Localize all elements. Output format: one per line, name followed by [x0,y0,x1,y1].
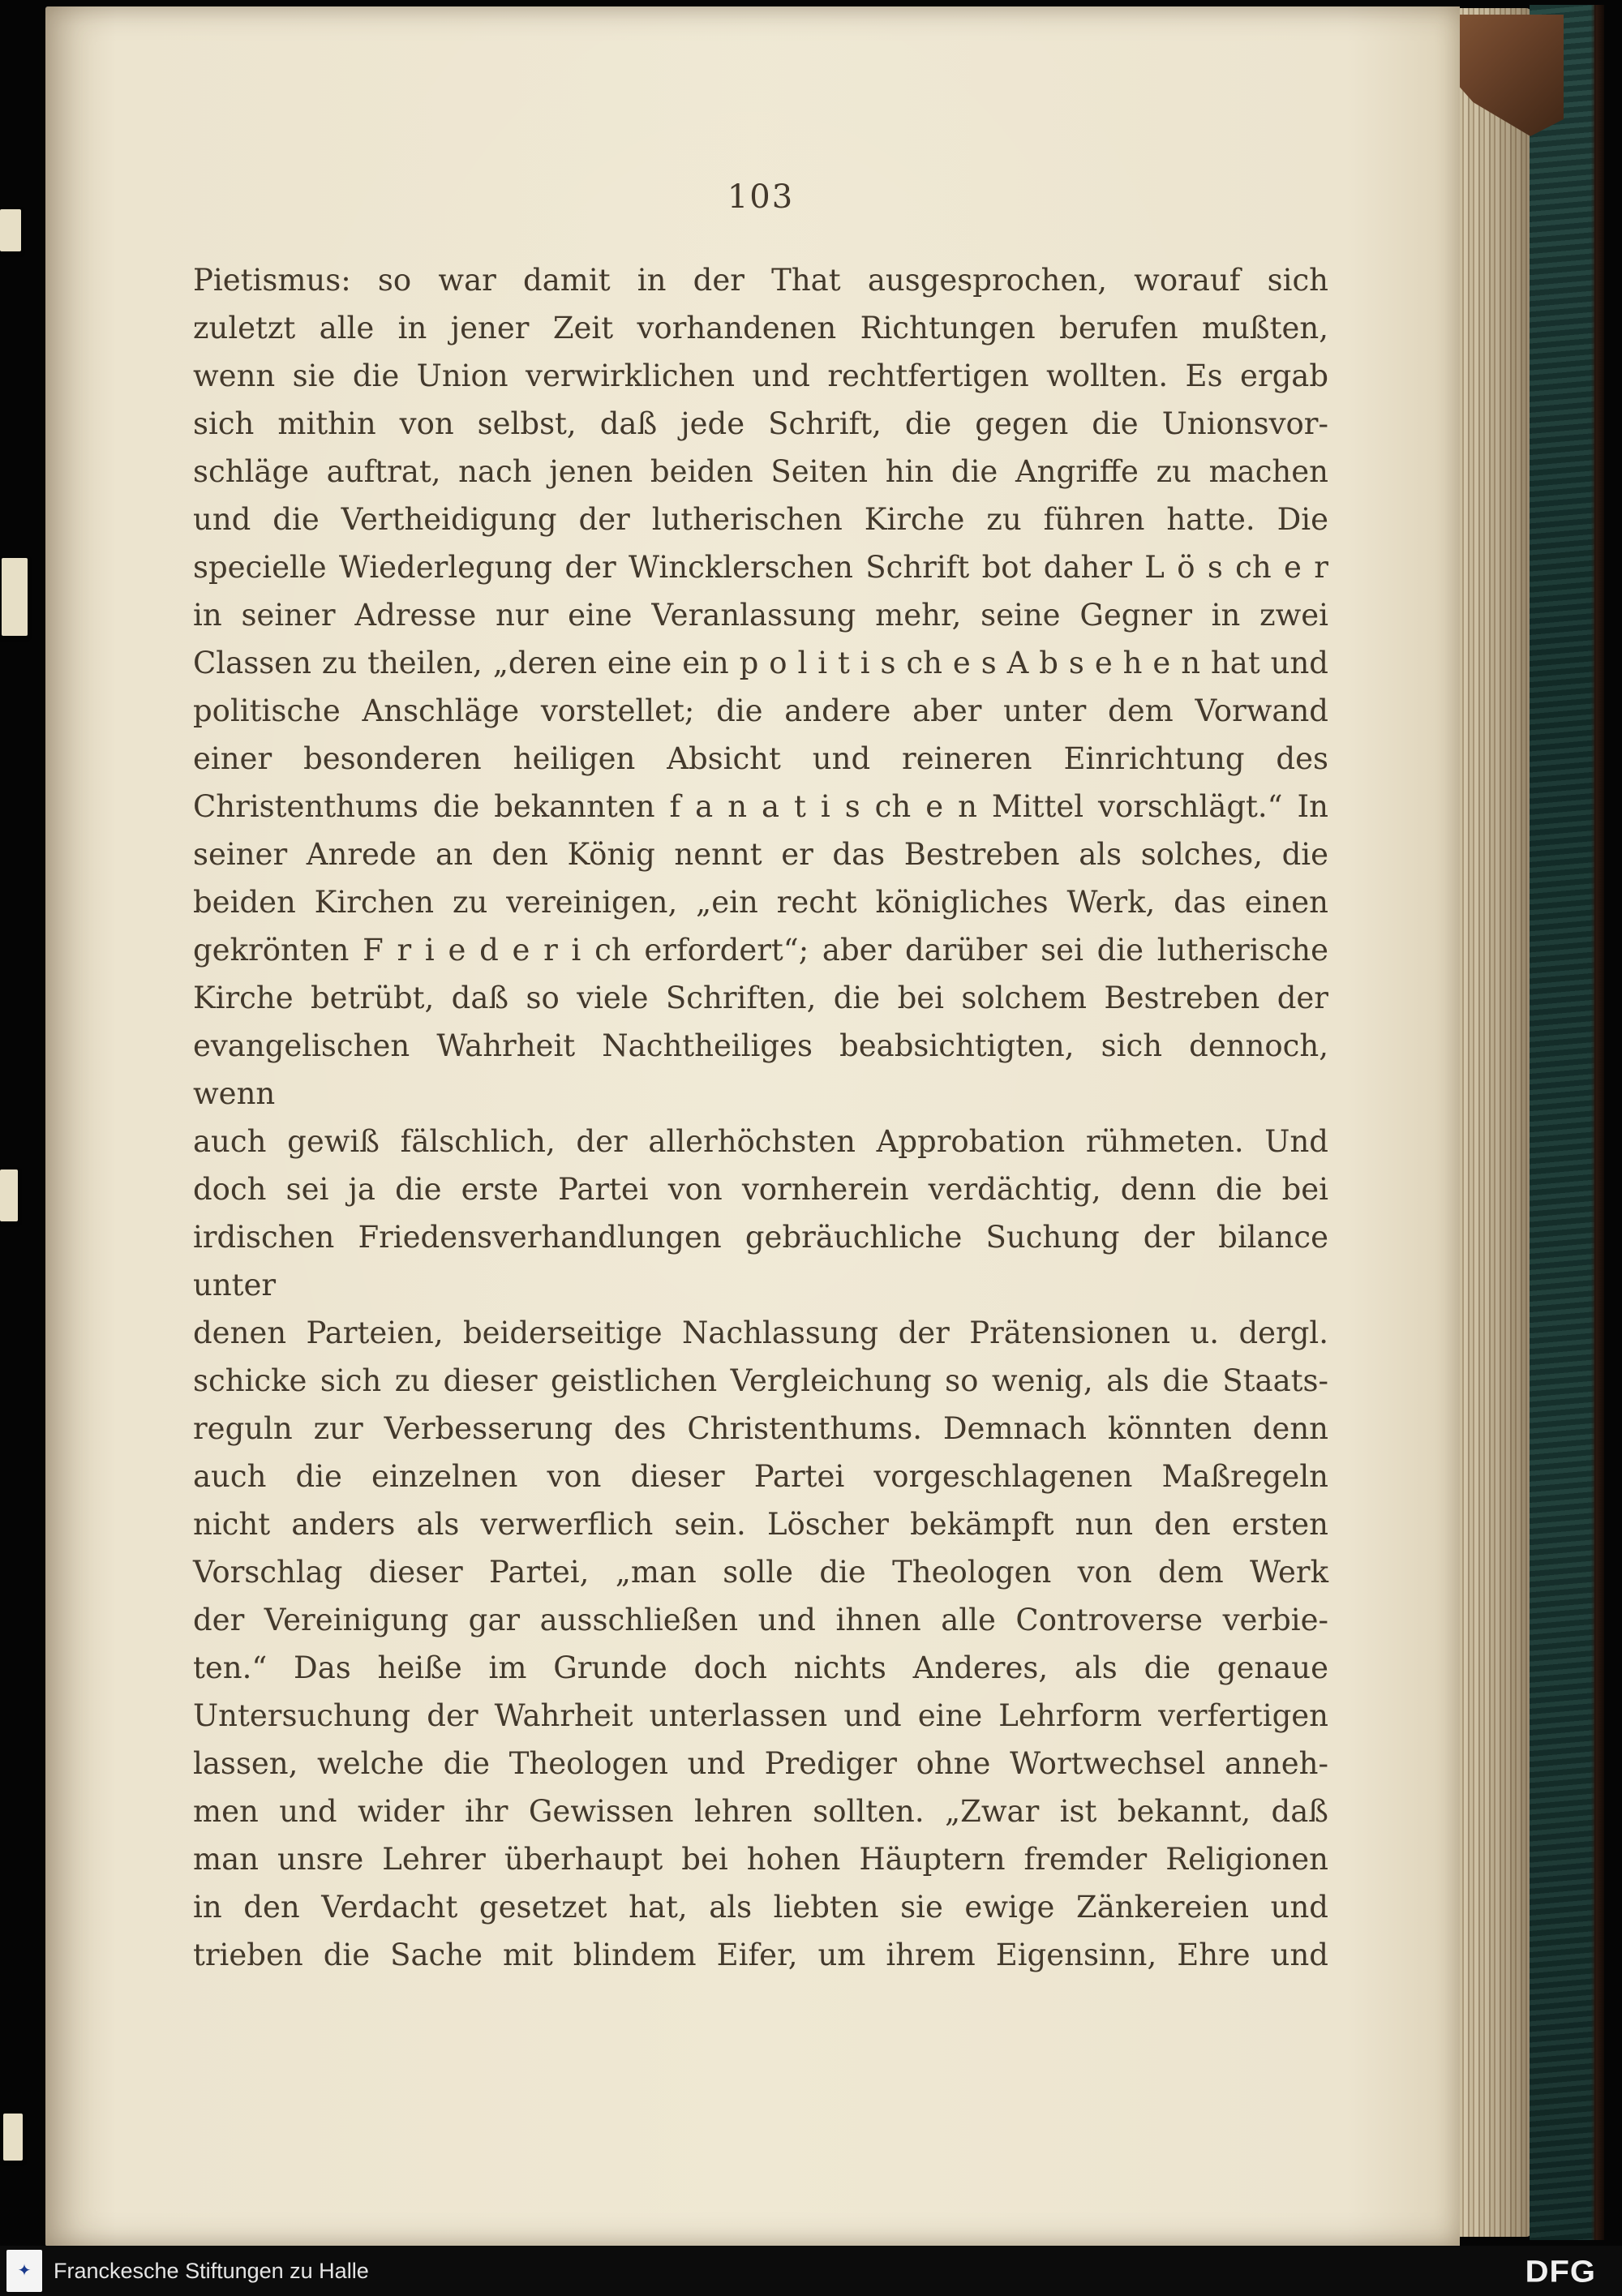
page-content [193,178,1328,1979]
text-line: reguln zur Verbesserung des Christenthums. Demnach könnten denn [193,1411,1328,1446]
text-line: Classen zu theilen, „deren eine ein p o l i t i s ch e s A b s e h e n hat und [193,646,1328,680]
page-text [193,256,1328,1979]
text-line: trieben die Sache mit blindem Eifer, um ihrem Eigensinn, Ehre und [193,1938,1328,1972]
text-line: ten.“ Das heiße im Grunde doch nichts Anderes, als die genaue [193,1650,1328,1685]
text-line: irdischen Friedensverhandlungen gebräuchliche Suchung der bilance unter [193,1220,1328,1302]
text-line: schicke sich zu dieser geistlichen Vergleichung so wenig, als die Staats- [193,1363,1328,1398]
text-line: wenn sie die Union verwirklichen und rechtfertigen wollten. Es ergab [193,358,1328,393]
text-line: in seiner Adresse nur eine Veranlassung mehr, seine Gegner in zwei [193,598,1328,633]
logo-emblem-icon: ✦ [17,2262,32,2280]
text-line: man unsre Lehrer überhaupt bei hohen Häuptern fremder Religionen [193,1842,1328,1877]
text-line: denen Parteien, beiderseitige Nachlassung der Prätensionen u. dergl. [193,1315,1328,1350]
text-line: specielle Wiederlegung der Wincklerschen Schrift bot daher L ö s ch e r [193,550,1328,585]
text-line: nicht anders als verwerflich sein. Löscher bekämpft nun den ersten [193,1507,1328,1542]
institution-name: Franckesche Stiftungen zu Halle [54,2258,369,2283]
footer-bar [0,2246,1622,2296]
book-cover-edge [1530,5,1594,2240]
text-line: beiden Kirchen zu vereinigen, „ein recht königliches Werk, das einen [193,885,1328,920]
text-line: und die Vertheidigung der lutherischen Kirche zu führen hatte. Die [193,502,1328,537]
text-line: einer besonderen heiligen Absicht und reineren Einrichtung des [193,741,1328,776]
text-line: Vorschlag dieser Partei, „man solle die Theologen von dem Werk [193,1555,1328,1590]
text-line: Kirche betrübt, daß so viele Schriften, die bei solchem Bestreben der [193,981,1328,1015]
text-line: gekrönten F r i e d e r i ch erfordert“; aber darüber sei die lutherische [193,933,1328,968]
text-line: zuletzt alle in jener Zeit vorhandenen Richtungen berufen mußten, [193,311,1328,345]
text-line: sich mithin von selbst, daß jede Schrift, die gegen die Unionsvor- [193,406,1328,441]
text-line: seiner Anrede an den König nennt er das Bestreben als solches, die [193,837,1328,872]
text-line: politische Anschläge vorstellet; die andere aber unter dem Vorwand [193,693,1328,728]
text-line: schläge auftrat, nach jenen beiden Seiten hin die Angriffe zu machen [193,454,1328,489]
torn-paper-fragment [3,2114,23,2161]
text-line: in den Verdacht gesetzet hat, als liebten sie ewige Zänkereien und [193,1890,1328,1925]
torn-paper-fragment [0,209,21,251]
text-line: men und wider ihr Gewissen lehren sollten. „Zwar ist bekannt, daß [193,1794,1328,1829]
dfg-logo: DFG [1525,2255,1596,2289]
text-line: auch die einzelnen von dieser Partei vorgeschlagenen Maßregeln [193,1459,1328,1494]
text-line: Christenthums die bekannten f a n a t i s ch e n Mittel vorschlägt.“ In [193,789,1328,824]
text-line: Untersuchung der Wahrheit unterlassen und eine Lehrform verfertigen [193,1698,1328,1733]
book-cover-spine [1591,5,1604,2240]
footer-left [6,2250,369,2292]
text-line: der Vereinigung gar ausschließen und ihnen alle Controverse verbie- [193,1603,1328,1637]
text-line: lassen, welche die Theologen und Prediger ohne Wortwechsel anneh- [193,1746,1328,1781]
torn-paper-fragment [0,1169,18,1221]
torn-paper-fragment [2,558,28,636]
text-line: evangelischen Wahrheit Nachtheiliges beabsichtigten, sich dennoch, wenn [193,1028,1328,1111]
book-page [45,6,1460,2247]
text-line: auch gewiß fälschlich, der allerhöchsten Approbation rühmeten. Und [193,1124,1328,1159]
text-line: Pietismus: so war damit in der That ausgesprochen, worauf sich [193,263,1328,298]
franckesche-stiftungen-logo [6,2250,42,2292]
text-line: doch sei ja die erste Partei von vornherein verdächtig, denn die bei [193,1172,1328,1207]
page-number: 103 [727,178,795,216]
